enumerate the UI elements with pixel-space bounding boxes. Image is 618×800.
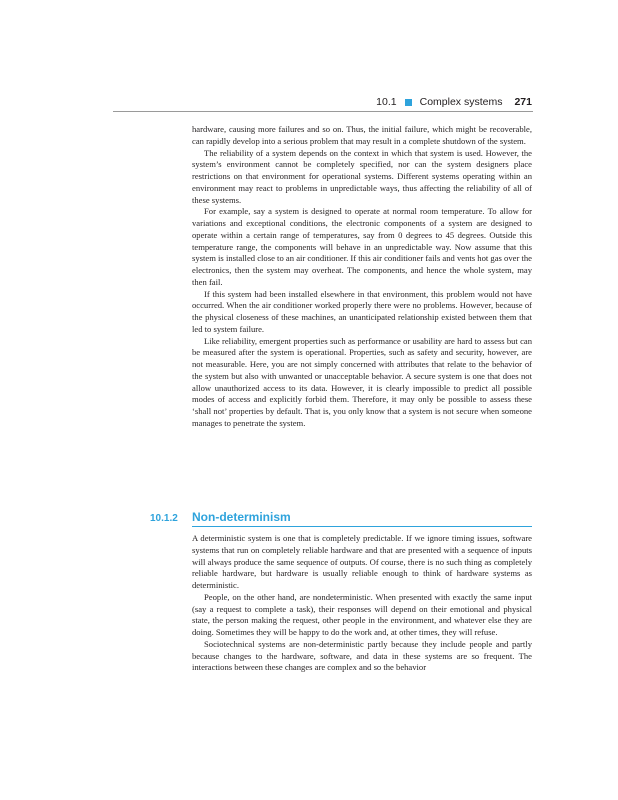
body-text-block-1 — [192, 124, 532, 430]
header-section-number: 10.1 — [376, 96, 397, 108]
paragraph: Sociotechnical systems are non-deterministic partly because they include people and partly because changes to the hardware, software, and data in these systems are so frequent. The interactions between these changes are complex and so the behavior — [192, 638, 532, 673]
paragraph: hardware, causing more failures and so on. Thus, the initial failure, which might be recoverable, can rapidly develop into a serious problem that may result in a complete shutdown of the system. — [192, 124, 532, 146]
paragraph: A deterministic system is one that is completely predictable. If we ignore timing issues, software systems that run on completely reliable hardware and that are presented with a sequence of inputs will always produce the same sequence of outputs. Of course, there is no such thing as completely reliable hardware, but hardware is usually reliable enough to think of hardware systems as deterministic. — [192, 533, 532, 590]
header-rule — [113, 111, 533, 112]
header-square-marker-icon — [405, 99, 412, 106]
page-number: 271 — [514, 96, 532, 108]
paragraph: For example, say a system is designed to operate at normal room temperature. To allow for variations and exceptional conditions, the electronic components of a system are designed to operate within a certain range of temperatures, say from 0 degrees to 45 degrees. Outside this temperature range, the components will behave in an unpredictable way. Now assume that this system is installed close to an air conditioner. If this air conditioner fails and vents hot gas over the electronics, then the system may overheat. The components, and hence the whole system, may then fail. — [192, 206, 532, 287]
paragraph: The reliability of a system depends on the context in which that system is used. However, the system’s environment cannot be completely specified, nor can the system designers place restrictions on that environment for operational systems. Different systems operating within an environment may react to problems in unpredictable ways, thus affecting the reliability of all of these systems. — [192, 147, 532, 205]
section-number: 10.1.2 — [150, 513, 178, 524]
running-header — [192, 92, 532, 112]
section-rule — [192, 526, 532, 527]
section-title: Non-determinism — [192, 510, 291, 524]
paragraph: If this system had been installed elsewhere in that environment, this problem would not have occurred. When the air conditioner worked properly there were no problems. However, because of the physical closeness of these machines, an unanticipated relationship existed between them that led to system failure. — [192, 288, 532, 334]
header-chapter-title: Complex systems — [419, 96, 503, 108]
body-text-block-2 — [192, 533, 532, 674]
paragraph: Like reliability, emergent properties such as performance or usability are hard to assess but can be measured after the system is operational. Properties, such as safety and security, however, are not measurable. Here, you are not simply concerned with attributes that relate to the behavior of the system but also with unwanted or unacceptable behavior. A secure system is one that does not allow unauthorized access to its data. However, it is clearly impossible to predict all possible modes of access and explicitly forbid them. Therefore, it may only be possible to assess these ‘shall not’ properties by default. That is, you only know that a system is not secure when someone manages to penetrate the system. — [192, 335, 532, 428]
paragraph: People, on the other hand, are nondeterministic. When presented with exactly the same input (say a request to complete a task), their responses will depend on their emotional and physical state, the person making the request, other people in the environment, and whatever else they are doing. Sometimes they will be happy to do the work and, at other times, they will refuse. — [192, 591, 532, 637]
